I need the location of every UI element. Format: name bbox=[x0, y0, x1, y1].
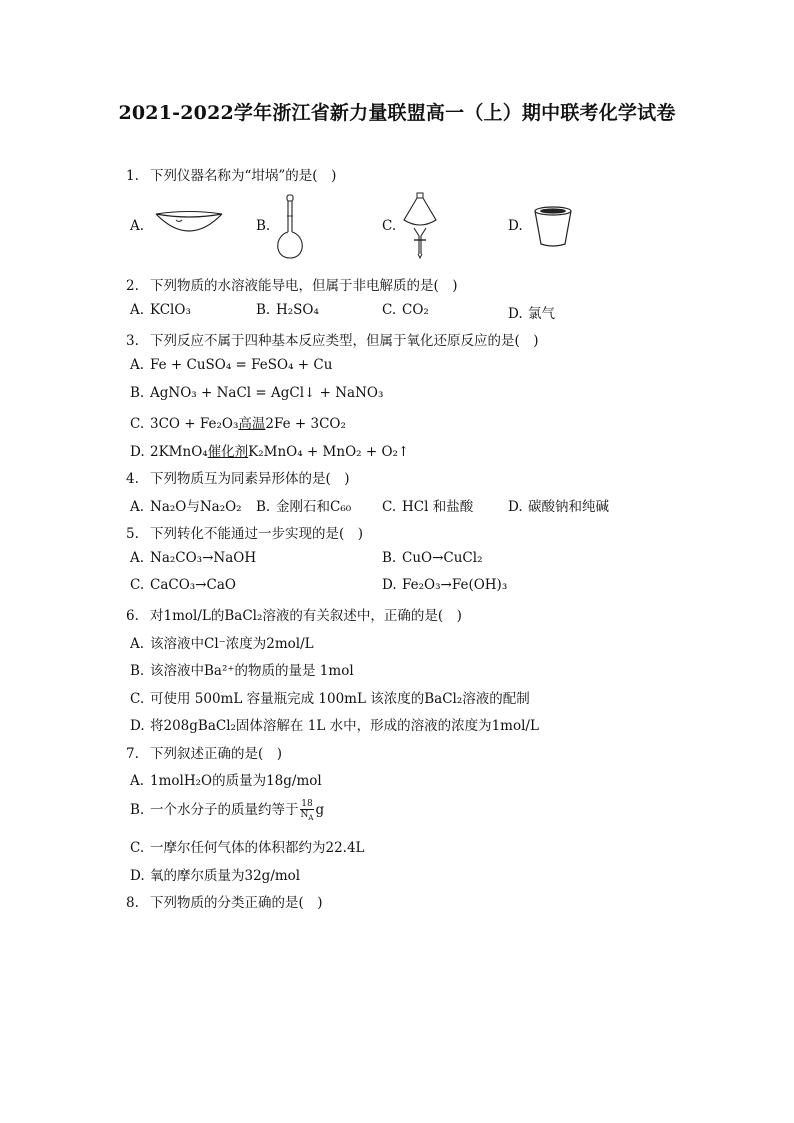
question-number: 7. bbox=[126, 746, 139, 762]
option-text: 一摩尔任何气体的体积都约为22.4L bbox=[150, 840, 365, 856]
question-3 bbox=[126, 329, 539, 349]
option-4a[interactable] bbox=[130, 495, 242, 515]
question-7 bbox=[126, 742, 282, 762]
option-letter: D. bbox=[130, 718, 145, 734]
option-letter: A. bbox=[130, 773, 145, 789]
option-unit: g bbox=[315, 802, 325, 818]
option-2c[interactable] bbox=[382, 302, 429, 318]
option-letter: D. bbox=[382, 577, 397, 593]
option-text: 可使用 500mL 容量瓶完成 100mL 该浓度的BaCl₂溶液的配制 bbox=[150, 691, 530, 707]
option-5d[interactable] bbox=[382, 577, 507, 593]
option-letter: A. bbox=[130, 636, 145, 652]
option-text: CuO→CuCl₂ bbox=[402, 550, 483, 566]
option-text: 将208gBaCl₂固体溶解在 1L 水中，形成的溶液的浓度为1mol/L bbox=[150, 718, 539, 734]
question-stem: 下列反应不属于四种基本反应类型，但属于氧化还原反应的是( ) bbox=[150, 333, 539, 349]
option-1c[interactable] bbox=[382, 218, 402, 234]
option-7c[interactable] bbox=[130, 836, 365, 856]
reaction-condition: 高温 bbox=[238, 416, 266, 432]
option-5c[interactable] bbox=[130, 577, 236, 593]
option-letter: A. bbox=[130, 218, 145, 234]
option-text: 氧的摩尔质量为32g/mol bbox=[150, 868, 301, 884]
option-6a[interactable] bbox=[130, 632, 314, 652]
option-4d[interactable] bbox=[508, 495, 609, 515]
option-text: CO₂ bbox=[402, 302, 429, 318]
option-6c[interactable] bbox=[130, 687, 530, 707]
option-2d[interactable] bbox=[508, 302, 555, 322]
option-1d[interactable] bbox=[508, 218, 528, 234]
question-stem: 下列叙述正确的是( ) bbox=[150, 746, 283, 762]
option-4b[interactable] bbox=[256, 495, 351, 515]
question-number: 5. bbox=[126, 526, 139, 542]
evaporating-dish-icon bbox=[152, 208, 226, 244]
option-7a[interactable] bbox=[130, 769, 322, 789]
option-letter: B. bbox=[256, 499, 271, 515]
option-letter: A. bbox=[130, 550, 145, 566]
option-2b[interactable] bbox=[256, 302, 319, 318]
option-3a[interactable] bbox=[130, 357, 332, 373]
equation-reactants: 2KMnO₄ bbox=[150, 444, 208, 460]
option-letter: B. bbox=[256, 302, 271, 318]
question-8 bbox=[126, 891, 323, 911]
question-stem: 下列物质的分类正确的是( ) bbox=[150, 895, 323, 911]
question-stem: 下列物质互为同素异形体的是( ) bbox=[150, 471, 350, 487]
option-letter: C. bbox=[130, 840, 145, 856]
option-text: 金刚石和C₆₀ bbox=[276, 499, 352, 515]
option-3d[interactable] bbox=[130, 440, 409, 460]
option-6d[interactable] bbox=[130, 714, 539, 734]
option-text: AgNO₃ + NaCl = AgCl↓ + NaNO₃ bbox=[150, 385, 384, 401]
option-3c[interactable] bbox=[130, 412, 346, 432]
option-text: H₂SO₄ bbox=[276, 302, 319, 318]
option-letter: D. bbox=[508, 306, 523, 322]
option-3b[interactable] bbox=[130, 385, 383, 401]
question-number: 8. bbox=[126, 895, 139, 911]
option-7d[interactable] bbox=[130, 864, 300, 884]
option-letter: A. bbox=[130, 357, 145, 373]
option-letter: C. bbox=[382, 218, 397, 234]
option-letter: B. bbox=[130, 385, 145, 401]
option-text: Na₂O与Na₂O₂ bbox=[150, 499, 242, 515]
question-stem: 下列仪器名称为“坩埚”的是( ) bbox=[150, 168, 337, 184]
option-text: 该溶液中Ba²⁺的物质的量是 1mol bbox=[150, 663, 354, 679]
option-text: CaCO₃→CaO bbox=[150, 577, 236, 593]
option-letter: A. bbox=[130, 499, 145, 515]
option-text: 一个水分子的质量约等于 bbox=[150, 802, 299, 818]
option-5a[interactable] bbox=[130, 550, 256, 566]
separatory-funnel-icon bbox=[400, 192, 440, 260]
option-letter: C. bbox=[382, 499, 397, 515]
option-letter: C. bbox=[130, 691, 145, 707]
option-1a[interactable] bbox=[130, 218, 150, 234]
option-text: Na₂CO₃→NaOH bbox=[150, 550, 257, 566]
option-2a[interactable] bbox=[130, 302, 191, 318]
option-letter: B. bbox=[130, 802, 145, 818]
option-text: 氯气 bbox=[528, 306, 555, 322]
question-number: 1. bbox=[126, 168, 139, 184]
option-text: HCl 和盐酸 bbox=[402, 499, 474, 515]
question-6 bbox=[126, 604, 462, 624]
option-letter: D. bbox=[130, 868, 145, 884]
option-text: Fe₂O₃→Fe(OH)₃ bbox=[402, 577, 508, 593]
option-letter: D. bbox=[508, 218, 523, 234]
option-text: 1molH₂O的质量为18g/mol bbox=[150, 773, 322, 789]
question-stem: 下列转化不能通过一步实现的是( ) bbox=[150, 526, 364, 542]
option-5b[interactable] bbox=[382, 550, 483, 566]
question-number: 3. bbox=[126, 333, 139, 349]
question-number: 4. bbox=[126, 471, 139, 487]
option-letter: C. bbox=[130, 416, 145, 432]
fraction bbox=[300, 799, 315, 823]
equation-reactants: 3CO + Fe₂O₃ bbox=[150, 416, 239, 432]
option-letter: D. bbox=[130, 444, 145, 460]
option-6b[interactable] bbox=[130, 659, 354, 679]
option-letter: B. bbox=[382, 550, 397, 566]
question-2 bbox=[126, 274, 458, 294]
page-title: 2021-2022学年浙江省新力量联盟高一（上）期中联考化学试卷 bbox=[118, 102, 676, 124]
option-letter: C. bbox=[130, 577, 145, 593]
option-4c[interactable] bbox=[382, 495, 473, 515]
option-text: KClO₃ bbox=[150, 302, 191, 318]
option-text: 碳酸钠和纯碱 bbox=[528, 499, 609, 515]
question-1 bbox=[126, 164, 336, 184]
option-7b[interactable] bbox=[130, 798, 324, 822]
option-letter: B. bbox=[130, 663, 145, 679]
question-4 bbox=[126, 467, 350, 487]
volumetric-flask-icon bbox=[272, 194, 308, 260]
option-letter: B. bbox=[256, 218, 271, 234]
option-text: 该溶液中Cl⁻浓度为2mol/L bbox=[150, 636, 314, 652]
option-text: Fe + CuSO₄ = FeSO₄ + Cu bbox=[150, 357, 333, 373]
option-letter: D. bbox=[508, 499, 523, 515]
equation-products: K₂MnO₄ + MnO₂ + O₂↑ bbox=[248, 444, 410, 460]
question-number: 2. bbox=[126, 278, 139, 294]
fraction-numerator: 18 bbox=[301, 798, 313, 809]
crucible-icon bbox=[532, 204, 574, 248]
reaction-condition: 催化剂 bbox=[207, 444, 249, 460]
question-number: 6. bbox=[126, 608, 139, 624]
question-stem: 下列物质的水溶液能导电，但属于非电解质的是( ) bbox=[150, 278, 458, 294]
option-letter: C. bbox=[382, 302, 397, 318]
question-stem: 对1mol/L的BaCl₂溶液的有关叙述中，正确的是( ) bbox=[150, 608, 462, 624]
question-5 bbox=[126, 522, 363, 542]
equation-products: 2Fe + 3CO₂ bbox=[265, 416, 346, 432]
option-letter: A. bbox=[130, 302, 145, 318]
fraction-denominator: $N_A$ bbox=[300, 809, 314, 822]
